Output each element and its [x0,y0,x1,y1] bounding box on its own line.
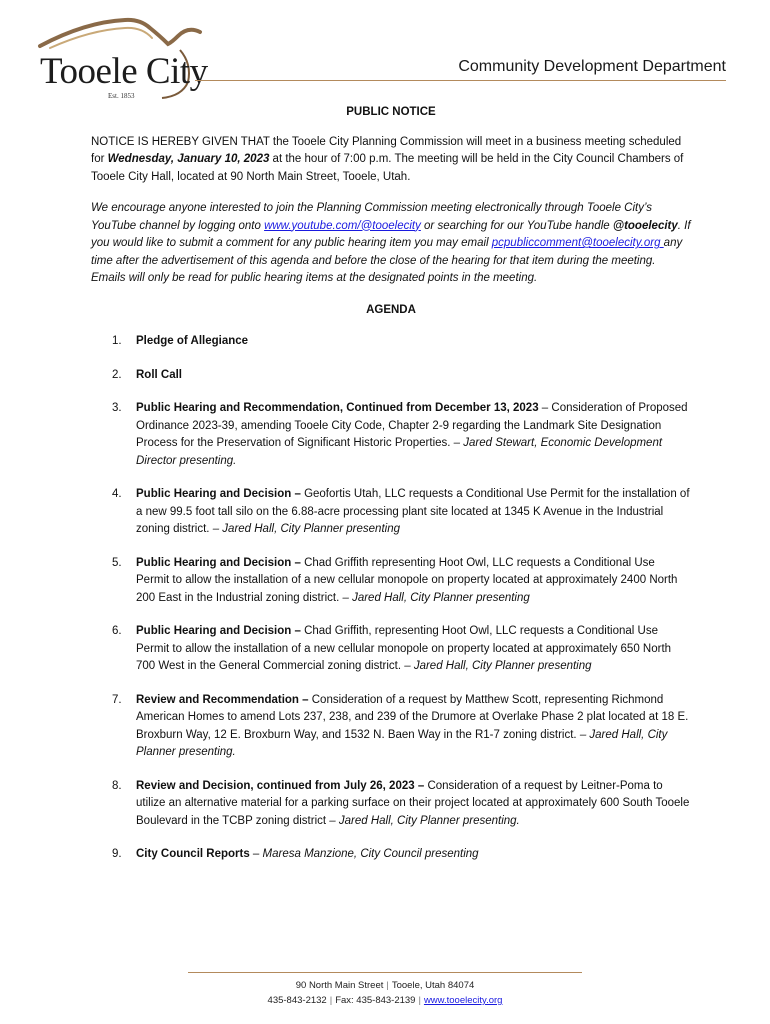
logo-wordmark: Tooele City [40,51,208,92]
logo-established: Est. 1853 [108,92,135,100]
agenda-item-heading: Public Hearing and Decision – [136,625,301,637]
footer-website-link[interactable]: www.tooelecity.org [423,995,503,1006]
agenda-item-number: 6. [112,625,122,637]
agenda-item-number: 5. [112,556,122,569]
agenda-item [91,623,691,676]
agenda-item-text: Geofortis Utah, LLC requests a Conditional Use Permit for the installation of a new 99.5 foot tall silo on the 6.88-acre processing plant site located at 1345 K Avenue in the Industrial zoning district. [136,488,690,535]
youtube-link[interactable]: www.youtube.com/@tooelecity [264,219,421,232]
agenda-item-text: Consideration of a request by Leitner-Poma to utilize an alternative material for a parking surface on their project located at approximately 600 South Tooele Boulevard in the TCBP zoning district [136,779,690,827]
agenda-item-heading: Review and Decision, continued from July 26, 2023 – [136,779,425,792]
agenda-item-body [136,846,691,864]
comment-email-link[interactable]: pcpubliccomment@tooelecity.org [491,237,664,249]
footer-phone: 435-843-2132 [267,995,327,1006]
agenda-item-number: 8. [112,779,122,792]
agenda-item-heading: Review and Recommendation – [136,693,309,706]
document-body [91,104,691,880]
agenda-item-presenter: – Jared Hall, City Planner presenting [342,591,530,604]
agenda-item-number: 9. [112,848,122,860]
youtube-text-a: We encourage anyone interested to join the Planning Commission meeting electronically through Tooele City’s YouTube channel by logging onto [91,202,653,232]
agenda-item [91,400,691,470]
agenda-item-presenter: – Jared Hall, City Planner presenting. [136,728,668,758]
agenda-item-heading: Pledge of Allegiance [136,335,249,347]
agenda-item-presenter: – Jared Stewart, Economic Development Director presenting. [136,437,663,467]
agenda-item-body [136,367,691,385]
agenda-title: AGENDA [366,303,416,316]
agenda-item-heading: Roll Call [136,368,183,381]
agenda-item-body [136,623,691,676]
youtube-handle: @tooelecity [612,219,678,232]
agenda-item-body [136,400,691,470]
footer [0,978,770,1008]
footer-fax: Fax: 435-843-2139 [335,995,416,1006]
agenda-item-body [136,692,691,762]
tooele-city-logo [30,14,210,100]
notice-text-b: at the hour of 7:00 p.m. The meeting will be held in the City Council Chambers of Tooele City Hall, located at 90 North Main Street, Tooele, Utah. [91,153,684,183]
youtube-paragraph [91,200,691,288]
agenda-item-heading: Public Hearing and Decision – [136,488,301,500]
youtube-text-c: . If you would like to submit a comment for any public hearing item you may email [91,219,691,249]
agenda-item [91,692,691,762]
meeting-date: Wednesday, January 10, 2023 [107,153,270,165]
agenda-item-heading: Public Hearing and Recommendation, Continued from December 13, 2023 [136,402,539,414]
agenda-item-text: Chad Griffith representing Hoot Owl, LLC requests a Conditional Use Permit to allow the installation of a new cellular monopole on property located at approximately 2400 North 200 East in the Industrial zoning district. [136,556,678,604]
footer-address: 90 North Main Street [295,980,384,991]
department-name: Community Development Department [458,58,726,75]
agenda-item-number: 1. [112,335,122,347]
agenda-item-body [136,555,691,608]
footer-divider [188,972,582,973]
agenda-item [91,555,691,608]
footer-separator: | [386,980,389,991]
agenda-item-text: – Consideration of Proposed Ordinance 2023-39, amending Tooele City Code, Chapter 2-9 regarding the Landmark Site Designation Process for the Preservation of Significant Historic Properties. [136,402,688,449]
notice-text-a: NOTICE IS HEREBY GIVEN THAT the Tooele City Planning Commission will meet in a business meeting scheduled for [91,135,682,165]
agenda-item-number: 3. [112,402,122,414]
agenda-item-body [136,333,691,351]
agenda-item [91,486,691,539]
agenda-item-heading: Public Hearing and Decision – [136,556,301,569]
footer-separator: | [329,995,333,1006]
agenda-item-text: Consideration of a request by Matthew Scott, representing Richmond American Homes to amend Lots 237, 238, and 239 of the Drumore at Overlake Phase 2 plat located at 18 E. Broxburn Way, 12 E. Broxburn Way, and 1532 N. Baen Way in the R1-7 zoning district. [136,693,689,741]
agenda-item-body [136,778,691,831]
agenda-item [91,367,691,385]
agenda-item-body [136,486,691,539]
agenda-item-number: 4. [112,488,122,500]
youtube-text-b: or searching for our YouTube handle [420,219,613,232]
agenda-item [91,846,691,864]
agenda-item-presenter: Maresa Manzione, City Council presenting [262,848,479,860]
youtube-text-d: any time after the advertisement of this agenda and before the close of the hearing for that item during the meeting. Emails will only be read for public hearing items at the designated points in the meeting. [91,237,683,284]
footer-city: Tooele, Utah 84074 [391,980,475,991]
agenda-item-heading: City Council Reports [136,848,250,860]
agenda-item-number: 7. [112,693,122,706]
agenda-item [91,778,691,831]
agenda-item-number: 2. [112,368,122,381]
header-divider [195,80,726,81]
agenda-item-text: Chad Griffith, representing Hoot Owl, LLC requests a Conditional Use Permit to allow the installation of a new cellular monopole on property located at approximately 650 North 700 West in the General Commercial zoning district. [136,625,672,672]
agenda-item-presenter: – Jared Hall, City Planner presenting [404,660,592,672]
notice-title: PUBLIC NOTICE [346,106,436,118]
agenda-item [91,333,691,351]
notice-paragraph [91,134,691,187]
footer-separator: | [418,995,421,1006]
agenda-list [91,333,691,864]
agenda-item-presenter: – Jared Hall, City Planner presenting [212,523,400,535]
agenda-item-text: – [249,848,263,860]
agenda-item-presenter: – Jared Hall, City Planner presenting. [329,814,520,827]
